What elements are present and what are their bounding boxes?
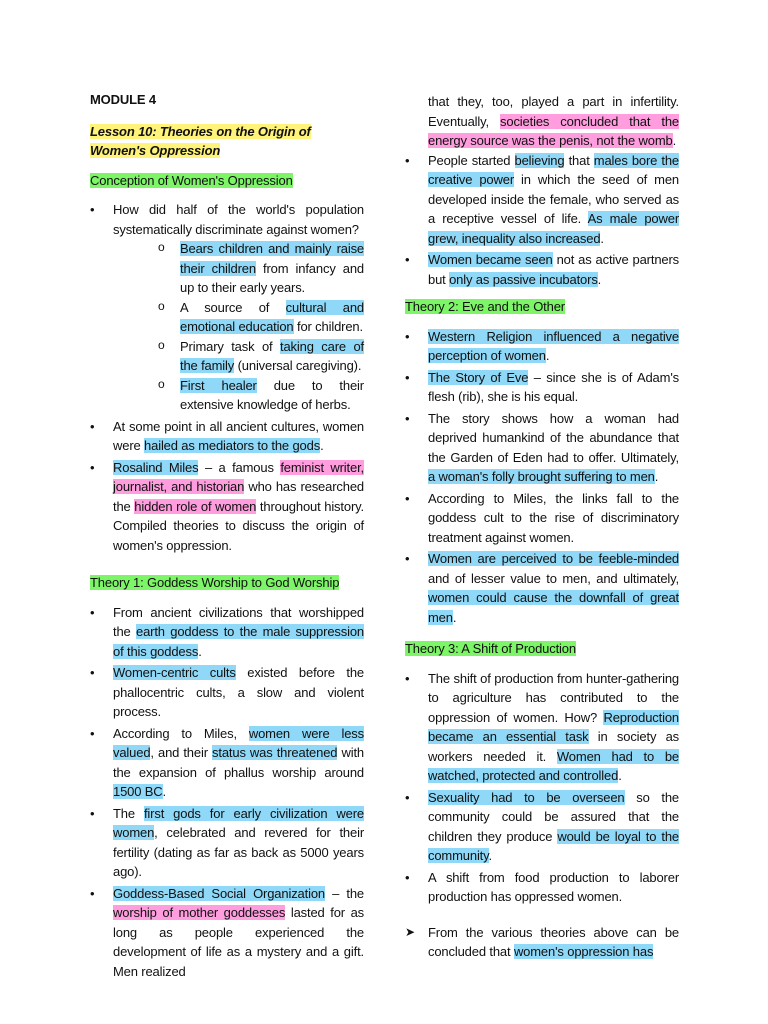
list-item: • Women-centric cults existed before the phallocentric cults, a slow and violent process. <box>90 663 364 722</box>
sub-list-item: o Primary task of taking care of the family (universal caregiving). <box>158 337 364 376</box>
list-item: • People started believing that males bore the creative power in which the seed of men developed inside the female, who served as a receptive vessel of life. As male power grew, inequality also increased. <box>405 151 679 249</box>
list-item: • From ancient civilizations that worshipped the earth goddess to the male suppression of this goddess. <box>90 603 364 662</box>
sub-list <box>113 239 364 415</box>
theory-1-continued-list <box>405 151 679 290</box>
list-item: • According to Miles, women were less valued, and their status was threatened with the expansion of phallus worship around 1500 BC. <box>90 724 364 802</box>
sub-list-item: o Bears children and mainly raise their children from infancy and up to their early years. <box>158 239 364 298</box>
theory-3-list <box>405 669 679 962</box>
list-item: • The shift of production from hunter-gathering to agriculture has contributed to the oppression of women. How? Reproduction became an essential task in society as workers needed it. Women had to be watched, protected and controlled. <box>405 669 679 786</box>
theory-2-list <box>405 327 679 628</box>
list-item: • According to Miles, the links fall to the goddess cult to the rise of discriminatory treatment against women. <box>405 489 679 548</box>
section-heading-theory-1: Theory 1: Goddess Worship to God Worship <box>90 575 340 590</box>
conclusion-item: ➤ From the various theories above can be concluded that women's oppression has <box>405 923 679 962</box>
theory-1-list <box>90 603 364 982</box>
sub-list-item: o A source of cultural and emotional education for children. <box>158 298 364 337</box>
list-item: • Goddess-Based Social Organization – the worship of mother goddesses lasted for as long as people experienced the development of life as a mystery and a gift. Men realized <box>90 884 364 982</box>
list-item: • How did half of the world's population systematically discriminate against women? o Bears children and mainly raise their children from infancy and up to their early years. o A source of cultural and emotional education for children. o Primary task of taking care of the family (universal caregiving). o First healer due to their extensive knowledge of herbs. <box>90 200 364 415</box>
continued-paragraph: that they, too, played a part in infertility. Eventually, societies concluded that the energy source was the penis, not the womb. <box>428 94 679 148</box>
list-item: • At some point in all ancient cultures, women were hailed as mediators to the gods. <box>90 417 364 456</box>
list-item: • A shift from food production to laborer production has oppressed women. <box>405 868 679 907</box>
section-heading-theory-3: Theory 3: A Shift of Production <box>405 641 576 656</box>
list-item: • The Story of Eve – since she is of Adam's flesh (rib), she is his equal. <box>405 368 679 407</box>
right-column <box>405 92 679 962</box>
list-item: • Women became seen not as active partners but only as passive incubators. <box>405 250 679 289</box>
list-item: • The story shows how a woman had deprived humankind of the abundance that the Garden of Eden had to offer. Ultimately, a woman's folly brought suffering to men. <box>405 409 679 487</box>
lesson-title-highlight: Lesson 10: Theories on the Origin of Women's Oppression <box>90 123 311 158</box>
list-item: • Rosalind Miles – a famous feminist writer, journalist, and historian who has researched the hidden role of women throughout history. Compiled theories to discuss the origin of women's oppression. <box>90 458 364 556</box>
section-heading-theory-2: Theory 2: Eve and the Other <box>405 299 565 314</box>
module-title: MODULE 4 <box>90 92 156 107</box>
list-item: • Women are perceived to be feeble-minded and of lesser value to men, and ultimately, women could cause the downfall of great men. <box>405 549 679 627</box>
list-item: • Western Religion influenced a negative perception of women. <box>405 327 679 366</box>
section-heading-conception: Conception of Women's Oppression <box>90 172 293 188</box>
conception-list <box>90 200 364 555</box>
left-column <box>90 90 364 983</box>
list-item: • The first gods for early civilization were women, celebrated and revered for their fertility (dating as far as back as 5000 years ago). <box>90 804 364 882</box>
list-item: • Sexuality had to be overseen so the community could be assured that the children they produce would be loyal to the community. <box>405 788 679 866</box>
sub-list-item: o First healer due to their extensive knowledge of herbs. <box>158 376 364 415</box>
lesson-title <box>90 122 364 161</box>
